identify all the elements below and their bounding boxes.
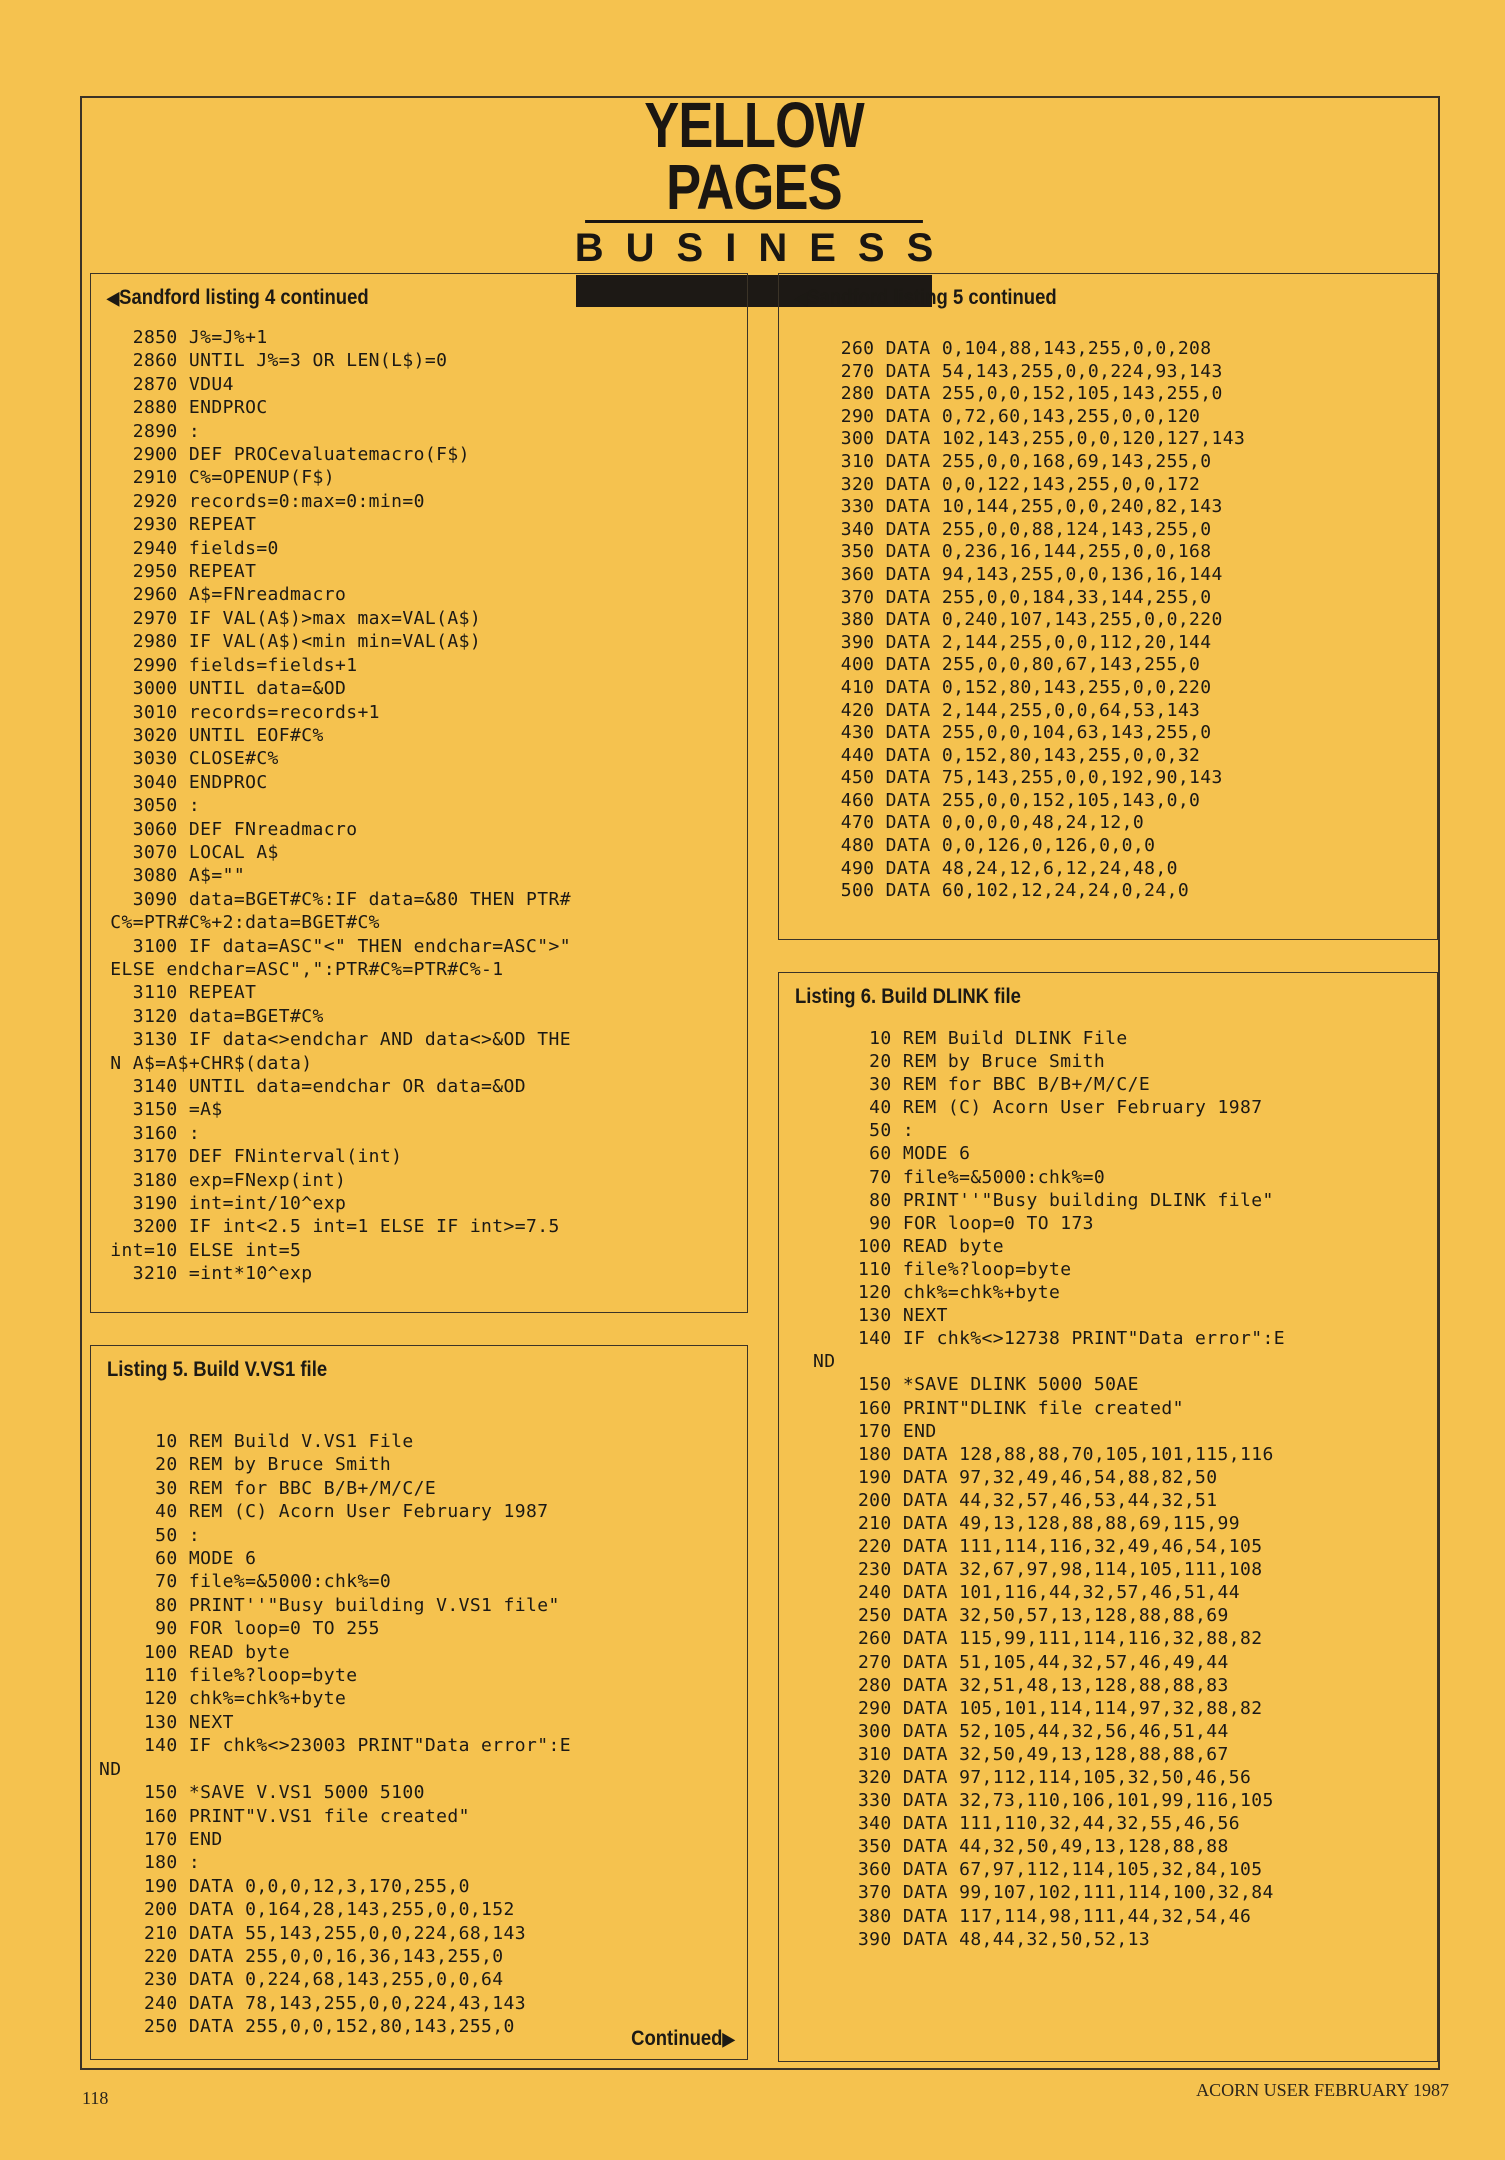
left-arrow-icon: ◀: [795, 288, 808, 308]
listing-5-title: Listing 5. Build V.VS1 file: [107, 1358, 328, 1381]
masthead-subtitle: BUSINESS: [574, 226, 956, 270]
listing-6-title: Listing 6. Build DLINK file: [795, 985, 1021, 1008]
listing-5-continued-code: 260 DATA 0,104,88,143,255,0,0,208 270 DATA 54,143,255,0,0,224,93,143 280 DATA 255,0,0,152,105,143,255,0 290 DATA 0,72,60,143,255,0,0,120 300 DATA 102,143,255,0,0,120,127,143 310 DATA 255,0,0,168,69,143,255,0 320 DATA 0,0,122,143,255,0,0,172 330 DATA 10,144,255,0,0,240,82,143 340 DATA 255,0,0,88,124,143,255,0 350 DATA 0,236,16,144,255,0,0,168 360 DATA 94,143,255,0,0,136,16,144 370 DATA 255,0,0,184,33,144,255,0 380 DATA 0,240,107,143,255,0,0,220 390 DATA 2,144,255,0,0,112,20,144 400 DATA 255,0,0,80,67,143,255,0 410 DATA 0,152,80,143,255,0,0,220 420 DATA 2,144,255,0,0,64,53,143 430 DATA 255,0,0,104,63,143,255,0 440 DATA 0,152,80,143,255,0,0,32 450 DATA 75,143,255,0,0,192,90,143 460 DATA 255,0,0,152,105,143,0,0 470 DATA 0,0,0,0,48,24,12,0 480 DATA 0,0,126,0,126,0,0,0 490 DATA 48,24,12,6,12,24,48,0 500 DATA 60,102,12,24,24,0,24,0: [840, 338, 1246, 902]
listing-4-code: 2850 J%=J%+1 2860 UNTIL J%=3 OR LEN(L$)=0 2870 VDU4 2880 ENDPROC 2890 : 2900 DEF PROCevaluatemacro(F$) 2910 C%=OPENUP(F$) 2920 records=0:max=0:min=0 2930 REPEAT 2940 fields=0 2950 REPEAT 2960 A$=FNreadmacro 2970 IF VAL(A$)>max max=VAL(A$) 2980 IF VAL(A$)<min min=VAL(A$) 2990 fields=fields+1 3000 UNTIL data=&OD 3010 records=records+1 3020 UNTIL EOF#C% 3030 CLOSE#C% 3040 ENDPROC 3050 : 3060 DEF FNreadmacro 3070 LOCAL A$ 3080 A$="" 3090 data=BGET#C%:IF data=&80 THEN PTR# C%=PTR#C%+2:data=BGET#C% 3100 IF data=ASC"<" THEN endchar=ASC">" ELSE endchar=ASC",":PTR#C%=PTR#C%-1 3110 REPEAT 3120 data=BGET#C% 3130 IF data<>endchar AND data<>&OD THE N A$=A$+CHR$(data) 3140 UNTIL data=endchar OR data=&OD 3150 =A$ 3160 : 3170 DEF FNinterval(int) 3180 exp=FNexp(int) 3190 int=int/10^exp 3200 IF int<2.5 int=1 ELSE IF int>=7.5 int=10 ELSE int=5 3210 =int*10^exp: [110, 327, 571, 1285]
publication-footer: ACORN USER FEBRUARY 1987: [1196, 2080, 1449, 2100]
listing-4-box: [90, 273, 748, 1313]
listing-5-continued-box: [778, 273, 1438, 940]
listing-5-code: 10 REM Build V.VS1 File 20 REM by Bruce Smith 30 REM for BBC B/B+/M/C/E 40 REM (C) Acorn User February 1987 50 : 60 MODE 6 70 file%=&5000:chk%=0 80 PRINT''"Busy building V.VS1 file" 90 FOR loop=0 TO 255 100 READ byte 110 file%?loop=byte 120 chk%=chk%+byte 130 NEXT 140 IF chk%<>23003 PRINT"Data error":E ND 150 *SAVE V.VS1 5000 5100 160 PRINT"V.VS1 file created" 170 END 180 : 190 DATA 0,0,0,12,3,170,255,0 200 DATA 0,164,28,143,255,0,0,152 210 DATA 55,143,255,0,0,224,68,143 220 DATA 255,0,0,16,36,143,255,0 230 DATA 0,224,68,143,255,0,0,64 240 DATA 78,143,255,0,0,224,43,143 250 DATA 255,0,0,152,80,143,255,0: [99, 1431, 571, 2038]
listing-4-title: ◀Sandford listing 4 continued: [107, 286, 369, 309]
page-number: 118: [82, 2088, 109, 2108]
listing-5-continued-title: ◀Sandford listing 5 continued: [795, 286, 1057, 309]
left-arrow-icon: ◀: [107, 288, 120, 308]
masthead-title: YELLOW PAGES: [585, 94, 923, 223]
continued-label: Continued▶: [631, 2027, 735, 2050]
listing-5-box: [90, 1345, 748, 2060]
listing-6-code: 10 REM Build DLINK File 20 REM by Bruce Smith 30 REM for BBC B/B+/M/C/E 40 REM (C) Acorn User February 1987 50 : 60 MODE 6 70 file%=&5000:chk%=0 80 PRINT''"Busy building DLINK file" 90 FOR loop=0 TO 173 100 READ byte 110 file%?loop=byte 120 chk%=chk%+byte 130 NEXT 140 IF chk%<>12738 PRINT"Data error":E ND 150 *SAVE DLINK 5000 50AE 160 PRINT"DLINK file created" 170 END 180 DATA 128,88,88,70,105,101,115,116 190 DATA 97,32,49,46,54,88,82,50 200 DATA 44,32,57,46,53,44,32,51 210 DATA 49,13,128,88,88,69,115,99 220 DATA 111,114,116,32,49,46,54,105 230 DATA 32,67,97,98,114,105,111,108 240 DATA 101,116,44,32,57,46,51,44 250 DATA 32,50,57,13,128,88,88,69 260 DATA 115,99,111,114,116,32,88,82 270 DATA 51,105,44,32,57,46,49,44 280 DATA 32,51,48,13,128,88,88,83 290 DATA 105,101,114,114,97,32,88,82 300 DATA 52,105,44,32,56,46,51,44 310 DATA 32,50,49,13,128,88,88,67 320 DATA 97,112,114,105,32,50,46,56 330 DATA 32,73,110,106,101,99,116,105 340 DATA 111,110,32,44,32,55,46,56 350 DATA 44,32,50,49,13,128,88,88 360 DATA 67,97,112,114,105,32,84,105 370 DATA 99,107,102,111,114,100,32,84 380 DATA 117,114,98,111,44,32,54,46 390 DATA 48,44,32,50,52,13: [813, 1028, 1285, 1950]
right-arrow-icon: ▶: [722, 2029, 735, 2049]
listing-6-box: [778, 972, 1438, 2062]
